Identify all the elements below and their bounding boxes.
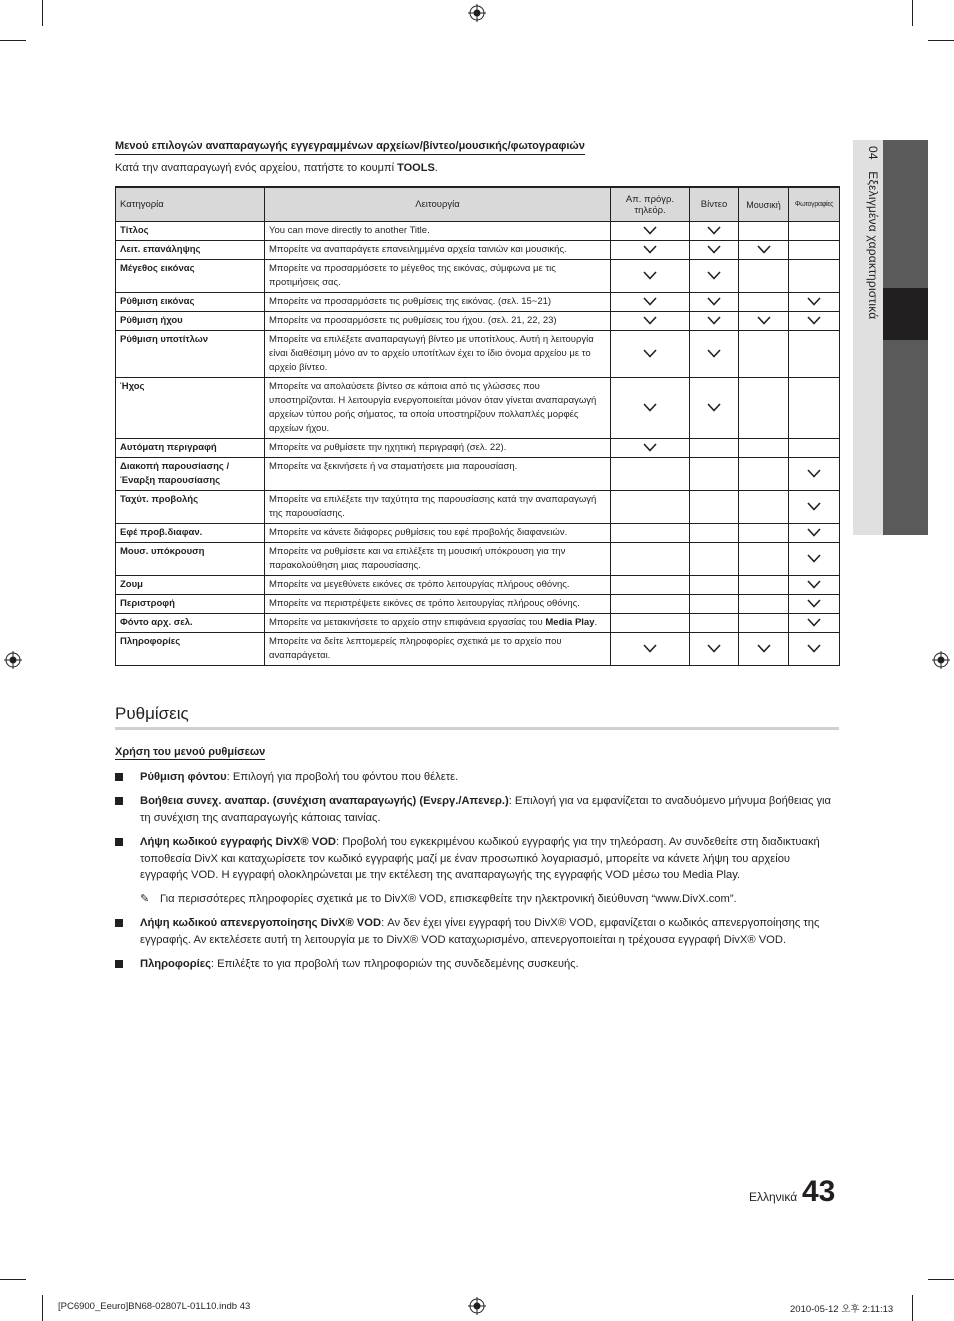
table-row: [116, 312, 840, 331]
row-category: Πληροφορίες: [116, 633, 265, 666]
print-footer-timestamp: 2010-05-12 오후 2:11:13: [790, 1304, 894, 1315]
support-cell: [739, 458, 789, 491]
support-cell: [611, 543, 690, 576]
item-label: Λήψη κωδικού απενεργοποίησης DivX® VOD: [140, 917, 382, 929]
page-number: 43: [802, 1175, 836, 1208]
list-item: [115, 769, 839, 786]
checkmark-icon: [707, 403, 721, 412]
print-footer-file: [PC6900_Eeuro]BN68-02807L-01L10.indb 43: [58, 1301, 251, 1312]
crop-mark: [0, 1279, 26, 1280]
crop-mark: [0, 40, 26, 41]
bullet-icon: [115, 838, 123, 846]
checkmark-icon: [643, 245, 657, 254]
checkmark-icon: [643, 644, 657, 653]
function-text: Μπορείτε να προσαρμόσετε τις ρυθμίσεις του ήχου. (σελ. 21, 22, 23): [269, 315, 557, 326]
support-cell: [611, 458, 690, 491]
function-text: Μπορείτε να προσαρμόσετε τις ρυθμίσεις της εικόνας. (σελ. 15~21): [269, 296, 552, 307]
checkmark-icon: [807, 580, 821, 589]
support-cell: [690, 633, 739, 666]
row-function: [265, 614, 611, 633]
table-row: [116, 439, 840, 458]
page-language: Ελληνικά: [749, 1190, 798, 1204]
row-category: Αυτόματη περιγραφή: [116, 439, 265, 458]
support-cell: [739, 595, 789, 614]
row-function: [265, 312, 611, 331]
crop-mark: [928, 1279, 954, 1280]
row-function: [265, 576, 611, 595]
support-cell: [611, 614, 690, 633]
support-cell: [690, 241, 739, 260]
table-header-row: [116, 187, 840, 222]
registration-mark-icon: [932, 651, 950, 669]
row-function: [265, 260, 611, 293]
support-cell: [739, 491, 789, 524]
support-cell: [690, 222, 739, 241]
table-row: [116, 524, 840, 543]
item-label: Ρύθμιση φόντου: [140, 771, 227, 783]
item-label: Πληροφορίες: [140, 958, 211, 970]
checkmark-icon: [643, 443, 657, 452]
table-row: [116, 331, 840, 378]
support-cell: [690, 491, 739, 524]
item-text: : Επιλογή για προβολή του φόντου που θέλετε.: [226, 771, 459, 783]
support-cell: [789, 293, 840, 312]
table-row: [116, 222, 840, 241]
support-cell: [690, 331, 739, 378]
row-category: Λειτ. επανάληψης: [116, 241, 265, 260]
table-row: [116, 595, 840, 614]
item-text: : Επιλέξτε το για προβολή των πληροφοριών της συνδεδεμένης συσκευής.: [210, 958, 579, 970]
function-text: Μπορείτε να απολαύσετε βίντεο σε κάποια από τις γλώσσες που υποστηρίζονται. Η λειτουργία ενεργοποιείται μόνον όταν γίνεται αναπαραγωγή αρχείων τύπου ροής σήματος, τα οποία υποστηρίζουν πολλαπλές μορφές αρχείων ήχου.: [269, 381, 597, 434]
checkmark-icon: [807, 599, 821, 608]
registration-mark-icon: [468, 4, 486, 22]
chapter-title: Εξελιγμένα χαρακτηριστικά: [866, 171, 880, 320]
row-category: Μουσ. υπόκρουση: [116, 543, 265, 576]
support-cell: [690, 439, 739, 458]
function-text: Μπορείτε να ρυθμίσετε και να επιλέξετε τη μουσική υπόκρουση για την παρακολούθηση μιας παρουσίασης.: [269, 546, 566, 571]
checkmark-icon: [707, 271, 721, 280]
support-cell: [789, 241, 840, 260]
row-category: Διακοπή παρουσίασης / Έναρξη παρουσίασης: [116, 458, 265, 491]
bullet-icon: [115, 797, 123, 805]
row-function: [265, 331, 611, 378]
support-cell: [739, 312, 789, 331]
row-function: [265, 439, 611, 458]
checkmark-icon: [707, 297, 721, 306]
checkmark-icon: [807, 469, 821, 478]
row-function: [265, 458, 611, 491]
checkmark-icon: [807, 297, 821, 306]
table-row: [116, 378, 840, 439]
checkmark-icon: [643, 226, 657, 235]
support-cell: [611, 331, 690, 378]
support-cell: [690, 293, 739, 312]
row-function: [265, 241, 611, 260]
function-text: Μπορείτε να αναπαράγετε επανειλημμένα αρχεία ταινιών και μουσικής.: [269, 244, 567, 255]
table-row: [116, 241, 840, 260]
note: [140, 891, 839, 907]
support-cell: [789, 331, 840, 378]
heading-rule: [115, 727, 839, 730]
row-category: Ρύθμιση ήχου: [116, 312, 265, 331]
checkmark-icon: [643, 349, 657, 358]
table-row: [116, 614, 840, 633]
table-row: [116, 576, 840, 595]
checkmark-icon: [757, 316, 771, 325]
support-cell: [789, 312, 840, 331]
support-cell: [690, 378, 739, 439]
support-cell: [789, 222, 840, 241]
checkmark-icon: [707, 316, 721, 325]
intro-prefix: Κατά την αναπαραγωγή ενός αρχείου, πατήστε το κουμπί: [115, 162, 398, 174]
settings-subheading: Χρήση του μενού ρυθμίσεων: [115, 746, 266, 758]
bullet-icon: [115, 773, 123, 781]
row-category: Μέγεθος εικόνας: [116, 260, 265, 293]
support-cell: [739, 633, 789, 666]
bullet-icon: [115, 919, 123, 927]
table-row: [116, 458, 840, 491]
header-tv-recordings: Απ. πρόγρ. τηλεόρ.: [611, 187, 690, 222]
support-cell: [739, 614, 789, 633]
support-cell: [739, 331, 789, 378]
support-cell: [789, 439, 840, 458]
function-text: Μπορείτε να μετακινήσετε το αρχείο στην επιφάνεια εργασίας του: [269, 617, 546, 628]
function-text: Μπορείτε να κάνετε διάφορες ρυθμίσεις του εφέ προβολής διαφανειών.: [269, 527, 568, 538]
support-cell: [739, 439, 789, 458]
row-category: Ήχος: [116, 378, 265, 439]
row-function: [265, 491, 611, 524]
checkmark-icon: [643, 316, 657, 325]
support-cell: [611, 241, 690, 260]
row-function: [265, 293, 611, 312]
registration-mark-icon: [4, 651, 22, 669]
checkmark-icon: [643, 403, 657, 412]
support-cell: [789, 576, 840, 595]
support-cell: [611, 378, 690, 439]
table-row: [116, 491, 840, 524]
table-row: [116, 543, 840, 576]
support-cell: [690, 614, 739, 633]
checkmark-icon: [807, 618, 821, 627]
row-category: Ζουμ: [116, 576, 265, 595]
support-cell: [611, 595, 690, 614]
checkmark-icon: [707, 245, 721, 254]
checkmark-icon: [757, 245, 771, 254]
registration-mark-icon: [468, 1297, 486, 1315]
support-cell: [789, 491, 840, 524]
support-cell: [739, 293, 789, 312]
crop-mark: [42, 1295, 43, 1321]
support-cell: [739, 378, 789, 439]
checkmark-icon: [757, 644, 771, 653]
checkmark-icon: [807, 554, 821, 563]
header-music: Μουσική: [739, 187, 789, 222]
checkmark-icon: [807, 316, 821, 325]
item-text: : Αν δεν έχει γίνει εγγραφή του DivX® VOD, εμφανίζεται ο κωδικός απενεργοποίησης της εγγραφής. Αν εκτελέσετε αυτή τη λειτουργία με το DivX® VOD καταχωρισμένο, απενεργοποιείται η τρέχουσα εγγραφή DivX® VOD.: [140, 917, 820, 946]
support-cell: [611, 633, 690, 666]
checkmark-icon: [643, 271, 657, 280]
row-category: Ρύθμιση εικόνας: [116, 293, 265, 312]
intro-suffix: .: [434, 162, 438, 174]
chapter-number: 04: [866, 146, 880, 160]
crop-mark: [42, 0, 43, 26]
row-function: [265, 222, 611, 241]
settings-heading: Ρυθμίσεις: [115, 704, 189, 723]
row-category: Ταχύτ. προβολής: [116, 491, 265, 524]
playback-options-table: [115, 186, 840, 666]
row-category: Περιστροφή: [116, 595, 265, 614]
function-text: Μπορείτε να προσαρμόσετε το μέγεθος της εικόνας, σύμφωνα με τις προτιμήσεις σας.: [269, 263, 556, 288]
list-item: [115, 956, 839, 973]
item-text: : Προβολή του εγκεκριμένου κωδικού εγγραφής για την τηλεόραση. Αν συνδεθείτε στη διαδικτυακή τοποθεσία DivX και καταχωρίσετε τον κωδικό εγγραφής μαζί με έναν προσωπικό λογαριασμό, μπορείτε να κάνετε λήψη του αρχείου εγγραφής VOD. Η εγγραφή ολοκληρώνεται με την εκτέλεση της αναπαραγωγής της εγγραφής VOD μέσω του Media Play.: [140, 836, 820, 881]
crop-mark: [928, 40, 954, 41]
bullet-icon: [115, 960, 123, 968]
chapter-tab-label: [858, 146, 880, 406]
support-cell: [739, 241, 789, 260]
function-text: You can move directly to another Title.: [269, 225, 430, 236]
checkmark-icon: [807, 644, 821, 653]
checkmark-icon: [643, 297, 657, 306]
support-cell: [690, 312, 739, 331]
crop-mark: [912, 0, 913, 26]
table-row: [116, 293, 840, 312]
support-cell: [739, 543, 789, 576]
checkmark-icon: [707, 226, 721, 235]
support-cell: [739, 576, 789, 595]
support-cell: [789, 595, 840, 614]
support-cell: [690, 524, 739, 543]
section-title: Μενού επιλογών αναπαραγωγής εγγεγραμμένων αρχείων/βίντεο/μουσικής/φωτογραφιών: [115, 140, 585, 155]
list-item: [115, 834, 839, 884]
function-text: Μπορείτε να ξεκινήσετε ή να σταματήσετε μια παρουσίαση.: [269, 461, 518, 472]
support-cell: [611, 491, 690, 524]
support-cell: [611, 524, 690, 543]
header-function: Λειτουργία: [265, 187, 611, 222]
support-cell: [690, 458, 739, 491]
crop-mark: [912, 1295, 913, 1321]
function-text: Μπορείτε να δείτε λεπτομερείς πληροφορίες σχετικά με το αρχείο που αναπαράγεται.: [269, 636, 562, 661]
support-cell: [789, 543, 840, 576]
table-row: [116, 633, 840, 666]
row-category: Ρύθμιση υποτίτλων: [116, 331, 265, 378]
support-cell: [789, 378, 840, 439]
row-function: [265, 524, 611, 543]
header-photos: Φωτογραφίες: [789, 187, 840, 222]
support-cell: [611, 576, 690, 595]
function-text: Μπορείτε να περιστρέψετε εικόνες σε τρόπο λειτουργίας πλήρους οθόνης.: [269, 598, 580, 609]
support-cell: [611, 260, 690, 293]
tools-button-label: TOOLS: [397, 162, 435, 174]
row-category: Εφέ προβ.διαφαν.: [116, 524, 265, 543]
item-label: Λήψη κωδικού εγγραφής DivX® VOD: [140, 836, 336, 848]
row-category: Φόντο αρχ. σελ.: [116, 614, 265, 633]
row-function: [265, 378, 611, 439]
checkmark-icon: [807, 502, 821, 511]
support-cell: [690, 260, 739, 293]
list-item: [115, 915, 839, 948]
chapter-tab-marker: [883, 288, 928, 340]
function-text: Μπορείτε να επιλέξετε αναπαραγωγή βίντεο με υποτίτλους. Αυτή η λειτουργία είναι διαθέσιμη μόνο αν το αρχείο υποτίτλων έχει το ίδιο όνομα αρχείου με το αρχείο βίντεο.: [269, 334, 594, 373]
support-cell: [739, 524, 789, 543]
list-item: [115, 793, 839, 826]
row-function: [265, 633, 611, 666]
checkmark-icon: [707, 349, 721, 358]
item-label: Βοήθεια συνεχ. αναπαρ. (συνέχιση αναπαραγωγής) (Ενεργ./Απενερ.): [140, 795, 509, 807]
function-text: Μπορείτε να ρυθμίσετε την ηχητική περιγραφή (σελ. 22).: [269, 442, 507, 453]
support-cell: [690, 543, 739, 576]
support-cell: [611, 293, 690, 312]
support-cell: [789, 633, 840, 666]
function-text: Μπορείτε να μεγεθύνετε εικόνες σε τρόπο λειτουργίας πλήρους οθόνης.: [269, 579, 570, 590]
row-category: Τίτλος: [116, 222, 265, 241]
checkmark-icon: [807, 528, 821, 537]
header-category: Κατηγορία: [116, 187, 265, 222]
support-cell: [611, 439, 690, 458]
table-row: [116, 260, 840, 293]
note-text: Για περισσότερες πληροφορίες σχετικά με το DivX® VOD, επισκεφθείτε την ηλεκτρονική διεύθυνση “www.DivX.com”.: [160, 893, 737, 905]
item-text: : Επιλογή για να εμφανίζεται το αναδυόμενο μήνυμα βοήθειας για τη συνέχιση της αναπαραγωγής κάποιας ταινίας.: [140, 795, 832, 824]
support-cell: [739, 260, 789, 293]
checkmark-icon: [707, 644, 721, 653]
support-cell: [789, 260, 840, 293]
function-suffix: .: [594, 617, 598, 628]
function-bold-text: Media Play: [545, 617, 595, 628]
support-cell: [789, 614, 840, 633]
support-cell: [690, 576, 739, 595]
support-cell: [611, 312, 690, 331]
header-video: Βίντεο: [690, 187, 739, 222]
support-cell: [690, 595, 739, 614]
function-text: Μπορείτε να επιλέξετε την ταχύτητα της παρουσίασης κατά την αναπαραγωγή της παρουσίασης.: [269, 494, 597, 519]
row-function: [265, 543, 611, 576]
support-cell: [739, 222, 789, 241]
section-intro: [115, 162, 438, 174]
support-cell: [611, 222, 690, 241]
row-function: [265, 595, 611, 614]
support-cell: [789, 458, 840, 491]
note-pencil-icon: ✎: [140, 893, 150, 905]
support-cell: [789, 524, 840, 543]
